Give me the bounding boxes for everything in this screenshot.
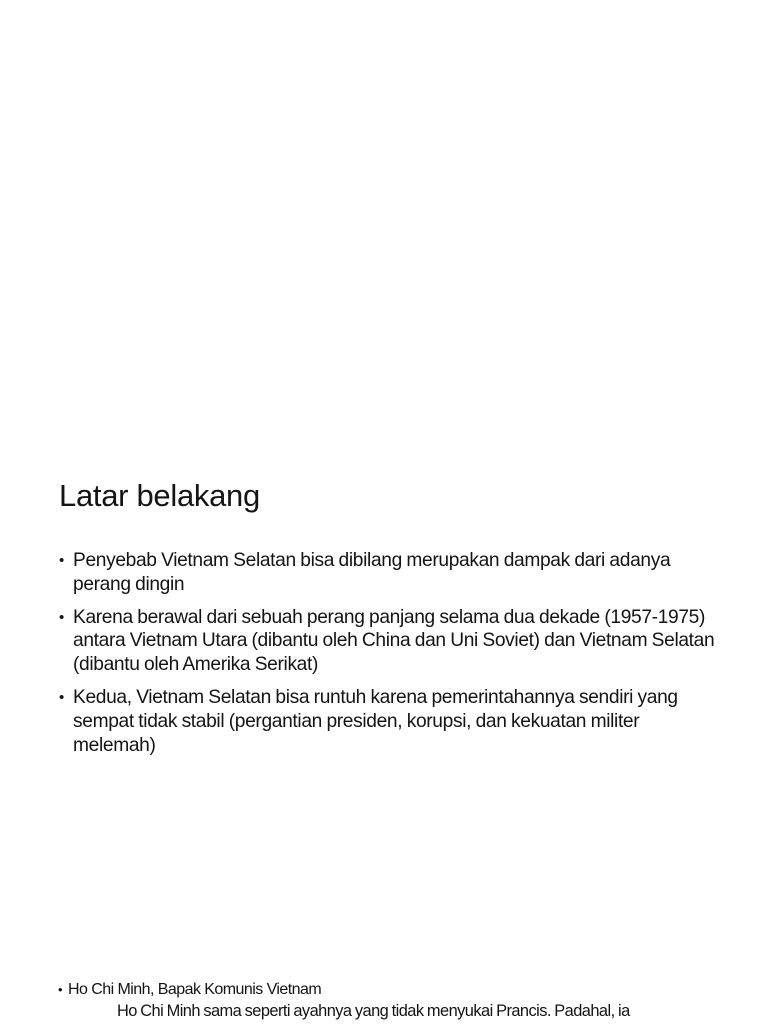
cut-off-text-line <box>117 1020 707 1024</box>
bullet-icon: • <box>59 608 64 626</box>
bullet-item <box>57 686 717 757</box>
bullet-text: Karena berawal dari sebuah perang panjang selama dua dekade (1957-1975) antara Vietnam Utara (dibantu oleh China dan Uni Soviet) dan Vietnam Selatan (dibantu oleh Amerika Serikat) <box>73 606 715 676</box>
bullet-item <box>57 549 717 597</box>
bullet-item <box>58 978 321 1002</box>
bullet-text: Penyebab Vietnam Selatan bisa dibilang merupakan dampak dari adanya perang dingin <box>73 550 671 595</box>
bullet-list <box>57 549 717 766</box>
bullet-text: Ho Chi Minh, Bapak Komunis Vietnam <box>68 981 322 998</box>
paragraph-text: Ho Chi Minh sama seperti ayahnya yang tidak menyukai Prancis. Padahal, ia <box>117 1002 630 1020</box>
bullet-icon: • <box>59 552 64 569</box>
bullet-icon: • <box>59 688 64 706</box>
bullet-text: Kedua, Vietnam Selatan bisa runtuh karena pemerintahannya sendiri yang sempat tidak stabil (pergantian presiden, korupsi, dan kekuatan militer melemah) <box>73 686 678 756</box>
bullet-item <box>57 606 717 677</box>
slide-title: Latar belakang <box>59 478 260 513</box>
bullet-icon: • <box>58 982 63 997</box>
slide-ho-chi-minh <box>0 970 768 1024</box>
